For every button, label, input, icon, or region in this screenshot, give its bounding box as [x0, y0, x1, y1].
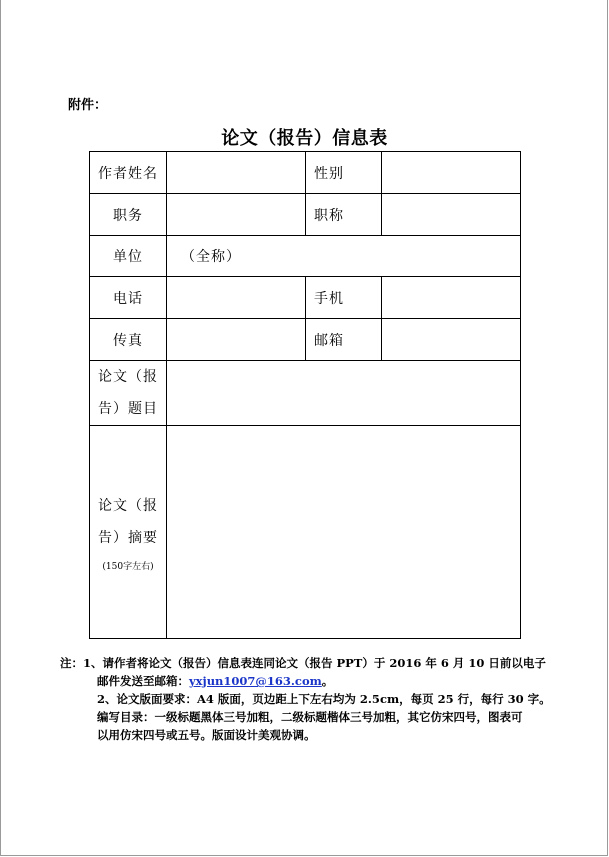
author-name-label: 作者姓名: [90, 152, 167, 194]
mobile-label: 手机: [306, 277, 382, 319]
note-line-2-suffix: 。: [321, 674, 334, 688]
abstract-word-count-note: (150字左右): [102, 561, 154, 572]
note-line-2-prefix: 邮件发送至邮箱：: [97, 674, 189, 688]
note-line-4: 编写目录：一级标题黑体三号加粗，二级标题楷体三号加粗，其它仿宋四号，图表可: [97, 710, 523, 724]
note-line-3: 2、论文版面要求：A4 版面，页边距上下左右均为 2.5cm，每页 25 行，每行 30 字。: [97, 692, 551, 706]
title-rank-label: 职称: [306, 194, 382, 236]
table-row: [90, 319, 521, 361]
gender-label: 性别: [306, 152, 382, 194]
fax-label: 传真: [90, 319, 167, 361]
email-link[interactable]: yxjun1007@163.com: [189, 674, 322, 688]
unit-label: 单位: [90, 236, 167, 277]
email-label: 邮箱: [306, 319, 382, 361]
position-field[interactable]: [167, 194, 306, 236]
paper-title-label-line2: 告）题目: [98, 401, 158, 417]
mobile-field[interactable]: [382, 277, 521, 319]
attachment-label: 附件：: [68, 98, 108, 113]
table-row: [90, 152, 521, 194]
position-label: 职务: [90, 194, 167, 236]
abstract-label-line1: 论文（报: [98, 497, 158, 514]
abstract-label: [90, 426, 167, 639]
paper-title-field[interactable]: [167, 361, 521, 426]
table-row: [90, 361, 521, 426]
abstract-label-line2: 告）摘要: [98, 529, 158, 546]
note-line-2: [60, 672, 560, 690]
phone-label: 电话: [90, 277, 167, 319]
title-rank-field[interactable]: [382, 194, 521, 236]
phone-field[interactable]: [167, 277, 306, 319]
email-field[interactable]: [382, 319, 521, 361]
table-row: [90, 426, 521, 639]
paper-title-label: [90, 361, 167, 426]
info-form-table: [89, 151, 521, 639]
author-name-field[interactable]: [167, 152, 306, 194]
table-row: [90, 236, 521, 277]
gender-field[interactable]: [382, 152, 521, 194]
table-row: [90, 277, 521, 319]
document-title: 论文（报告）信息表: [221, 128, 388, 149]
notes-section: [60, 654, 560, 744]
abstract-field[interactable]: [167, 426, 521, 639]
unit-field[interactable]: （全称）: [167, 236, 521, 277]
paper-title-label-line1: 论文（报: [98, 369, 158, 385]
note-line-1: 注：1、请作者将论文（报告）信息表连同论文（报告 PPT）于 2016 年 6 月 10 日前以电子: [60, 656, 546, 670]
note-line-5: 以用仿宋四号或五号。版面设计美观协调。: [97, 728, 316, 742]
fax-field[interactable]: [167, 319, 306, 361]
table-row: [90, 194, 521, 236]
